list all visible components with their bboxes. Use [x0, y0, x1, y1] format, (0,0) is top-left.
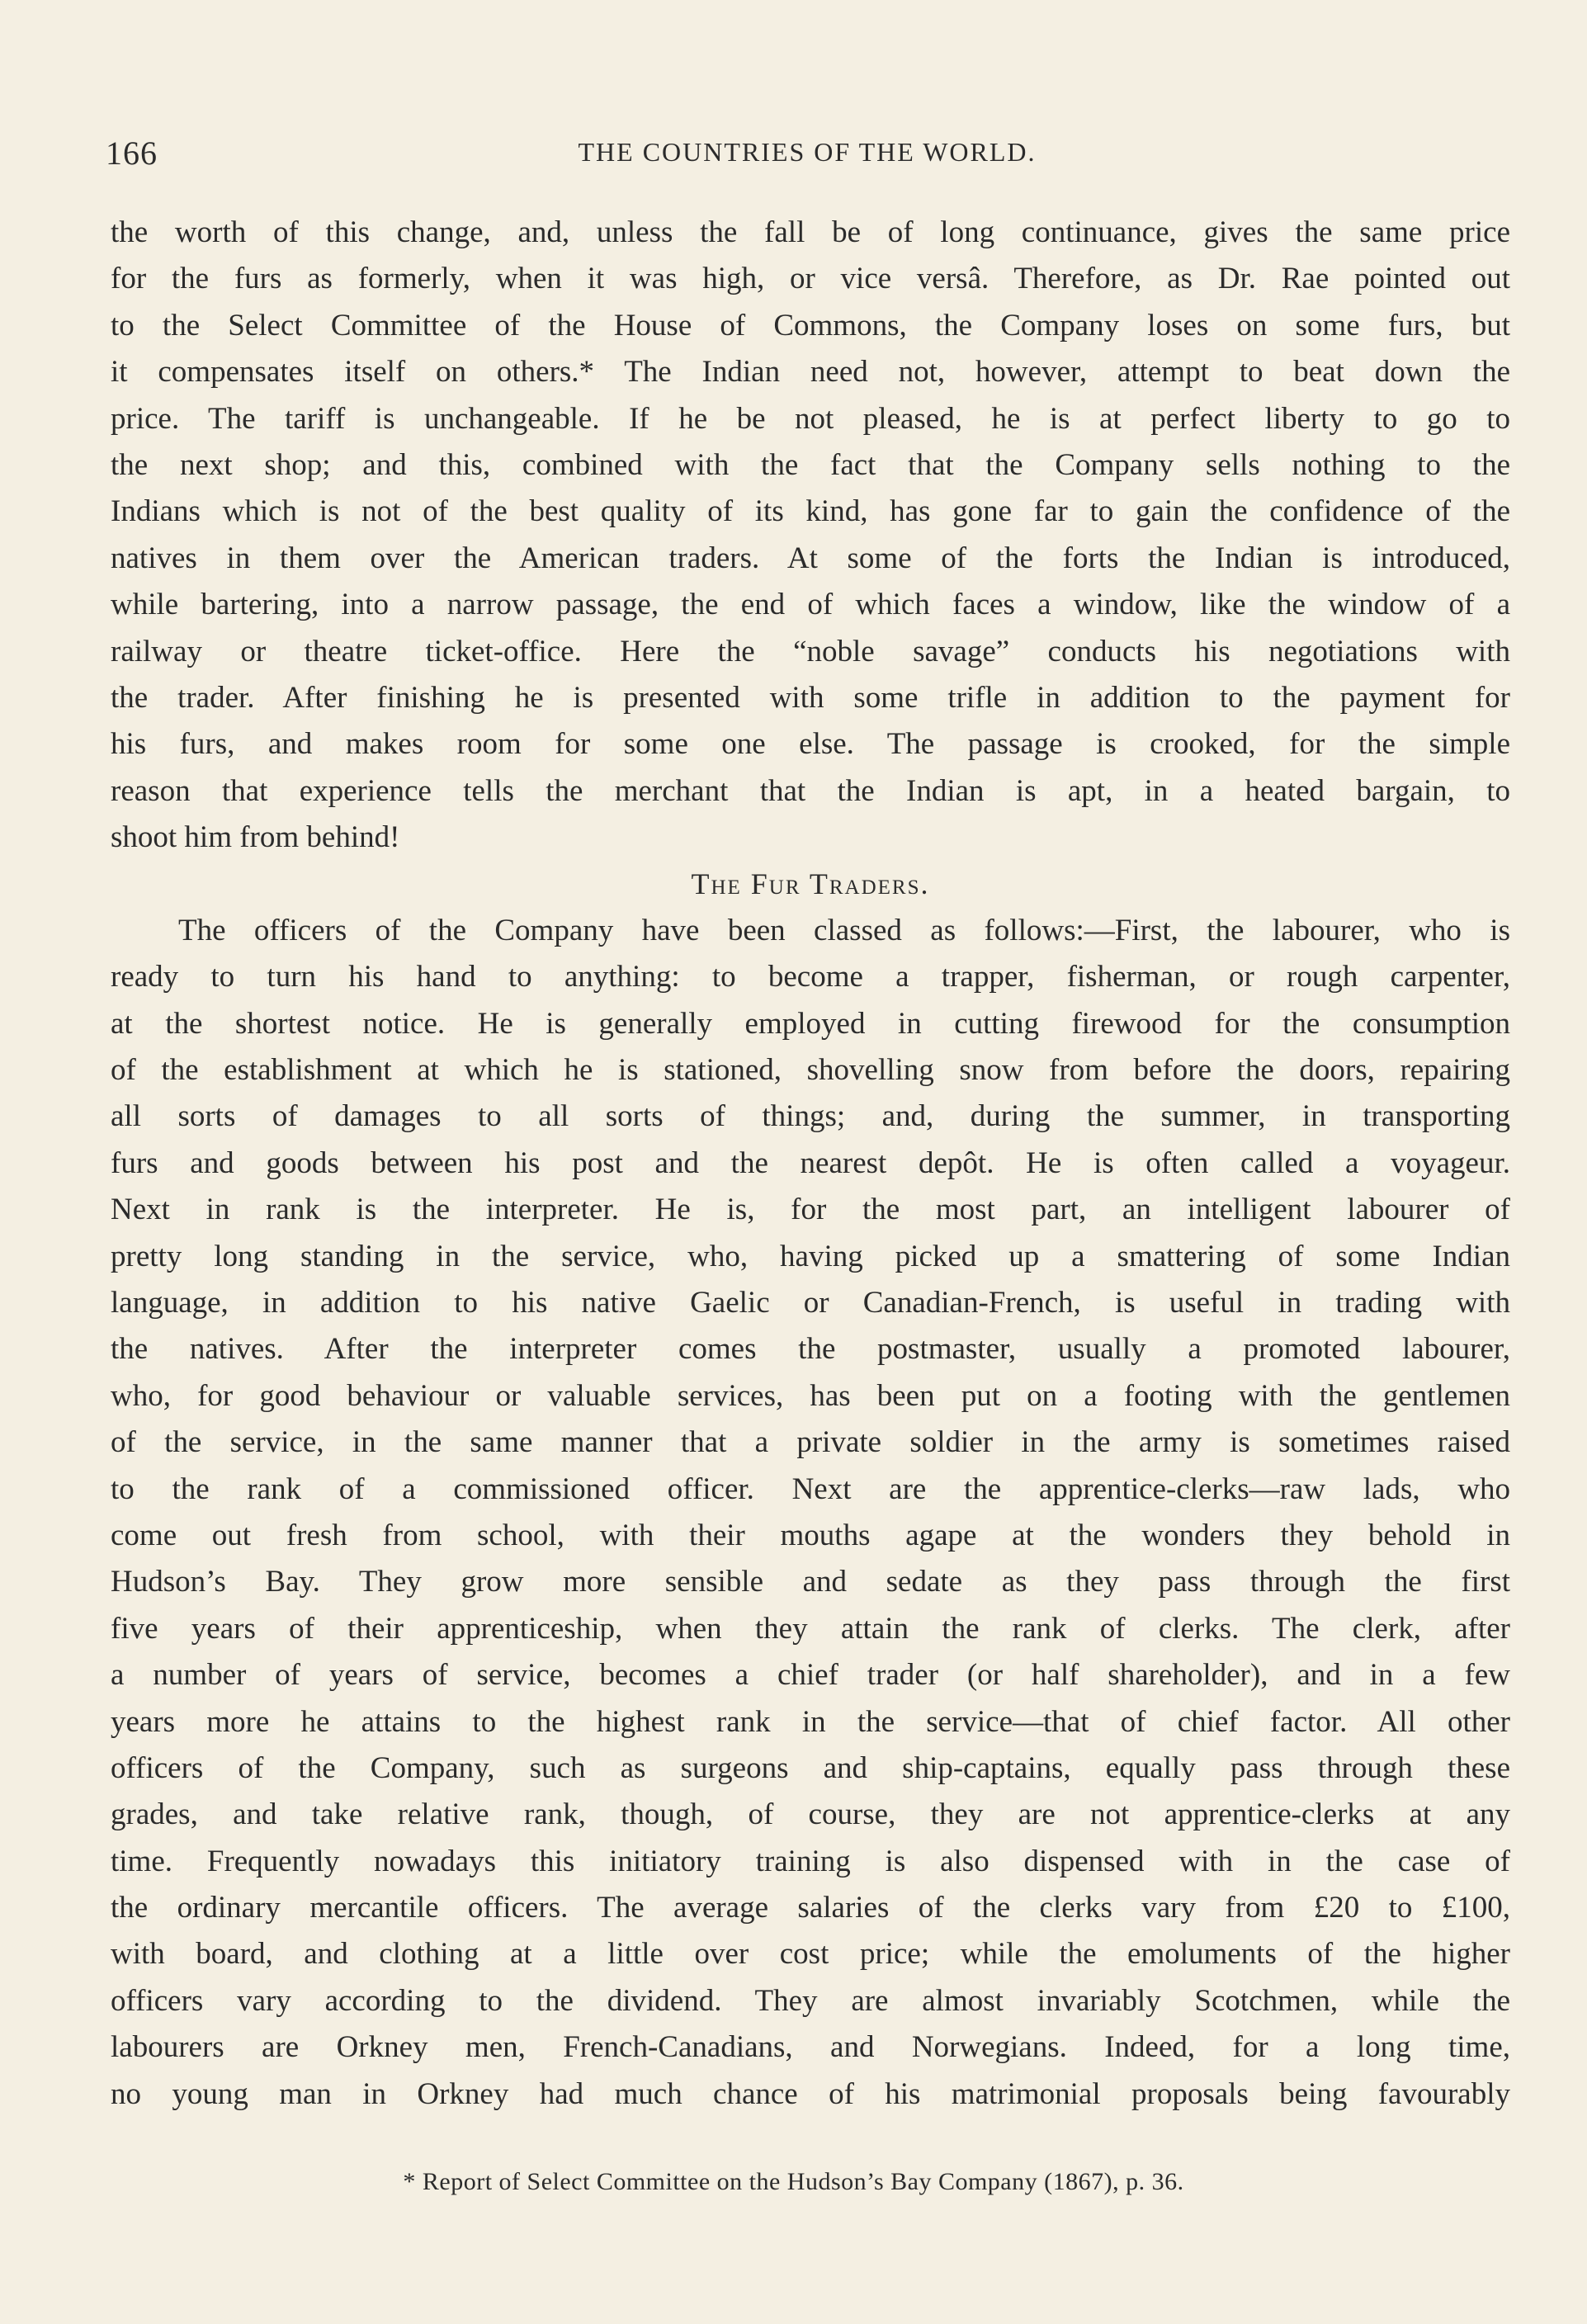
text-line: to the Select Committee of the House of Commons, the Company loses on some furs, but [111, 308, 1510, 342]
text-line: officers of the Company, such as surgeons and ship-captains, equally pass through these [111, 1750, 1510, 1785]
text-line: a number of years of service, becomes a chief trader (or half shareholder), and in a few [111, 1658, 1510, 1693]
page-number: 166 [106, 135, 158, 172]
text-line: reason that experience tells the merchant that the Indian is apt, in a heated bargain, to [111, 773, 1510, 808]
footnote: * Report of Select Committee on the Hudson’s Bay Company (1867), p. 36. [403, 2168, 1184, 2195]
text-line: the trader. After finishing he is presented with some trifle in addition to the payment for [111, 680, 1510, 715]
text-line: grades, and take relative rank, though, of course, they are not apprentice-clerks at any [111, 1797, 1510, 1832]
text-line: come out fresh from school, with their mouths agape at the wonders they behold in [111, 1518, 1510, 1552]
text-line: all sorts of damages to all sorts of things; and, during the summer, in transporting [111, 1099, 1510, 1134]
section-heading: The Fur Traders. [691, 867, 930, 901]
text-line: the natives. After the interpreter comes the postmaster, usually a promoted labourer, [111, 1332, 1510, 1367]
text-line: The officers of the Company have been classed as follows:—First, the labourer, who is [178, 913, 1510, 947]
text-line: language, in addition to his native Gaelic or Canadian-French, is useful in trading with [111, 1285, 1510, 1320]
text-line: the next shop; and this, combined with the fact that the Company sells nothing to the [111, 447, 1510, 482]
text-line: time. Frequently nowadays this initiatory training is also dispensed with in the case of [111, 1844, 1510, 1878]
running-title: THE COUNTRIES OF THE WORLD. [578, 137, 1037, 167]
text-line: to the rank of a commissioned officer. Next are the apprentice-clerks—raw lads, who [111, 1471, 1510, 1506]
text-line: ready to turn his hand to anything: to become a trapper, fisherman, or rough carpenter, [111, 960, 1510, 994]
text-line: natives in them over the American traders. At some of the forts the Indian is introduced, [111, 541, 1510, 575]
text-line: at the shortest notice. He is generally employed in cutting firewood for the consumption [111, 1006, 1510, 1041]
text-line: it compensates itself on others.* The Indian need not, however, attempt to beat down the [111, 355, 1510, 390]
text-line: no young man in Orkney had much chance of his matrimonial proposals being favourably [111, 2076, 1510, 2111]
page-header [106, 134, 1509, 175]
text-line: who, for good behaviour or valuable services, has been put on a footing with the gentlemen [111, 1378, 1510, 1413]
text-line: officers vary according to the dividend. They are almost invariably Scotchmen, while the [111, 1983, 1510, 2018]
text-line: price. The tariff is unchangeable. If he be not pleased, he is at perfect liberty to go to [111, 401, 1510, 436]
text-line: years more he attains to the highest rank in the service—that of chief factor. All other [111, 1704, 1510, 1739]
text-line: Next in rank is the interpreter. He is, for the most part, an intelligent labourer of [111, 1193, 1510, 1227]
text-line: pretty long standing in the service, who, having picked up a smattering of some Indian [111, 1239, 1510, 1273]
text-line: of the service, in the same manner that a private soldier in the army is sometimes raised [111, 1425, 1510, 1460]
text-line: of the establishment at which he is stationed, shovelling snow from before the doors, repairing [111, 1053, 1510, 1088]
text-line: his furs, and makes room for some one else. The passage is crooked, for the simple [111, 727, 1510, 762]
text-line: the worth of this change, and, unless the fall be of long continuance, gives the same price [111, 215, 1510, 249]
text-line: Hudson’s Bay. They grow more sensible and sedate as they pass through the first [111, 1565, 1510, 1599]
text-line: railway or theatre ticket-office. Here the “noble savage” conducts his negotiations with [111, 634, 1510, 668]
text-line: while bartering, into a narrow passage, the end of which faces a window, like the window of a [111, 588, 1510, 622]
text-line: five years of their apprenticeship, when they attain the rank of clerks. The clerk, after [111, 1611, 1510, 1646]
text-line: the ordinary mercantile officers. The average salaries of the clerks vary from £20 to £100, [111, 1891, 1510, 1925]
body-text [111, 210, 1510, 2118]
text-line: Indians which is not of the best quality of its kind, has gone far to gain the confidence of the [111, 494, 1510, 529]
text-line: shoot him from behind! [111, 820, 400, 855]
text-line: for the furs as formerly, when it was high, or vice versâ. Therefore, as Dr. Rae pointed out [111, 262, 1510, 296]
text-line: labourers are Orkney men, French-Canadians, and Norwegians. Indeed, for a long time, [111, 2030, 1510, 2065]
text-line: with board, and clothing at a little over cost price; while the emoluments of the higher [111, 1937, 1510, 1972]
text-line: furs and goods between his post and the nearest depôt. He is often called a voyageur. [111, 1145, 1510, 1180]
